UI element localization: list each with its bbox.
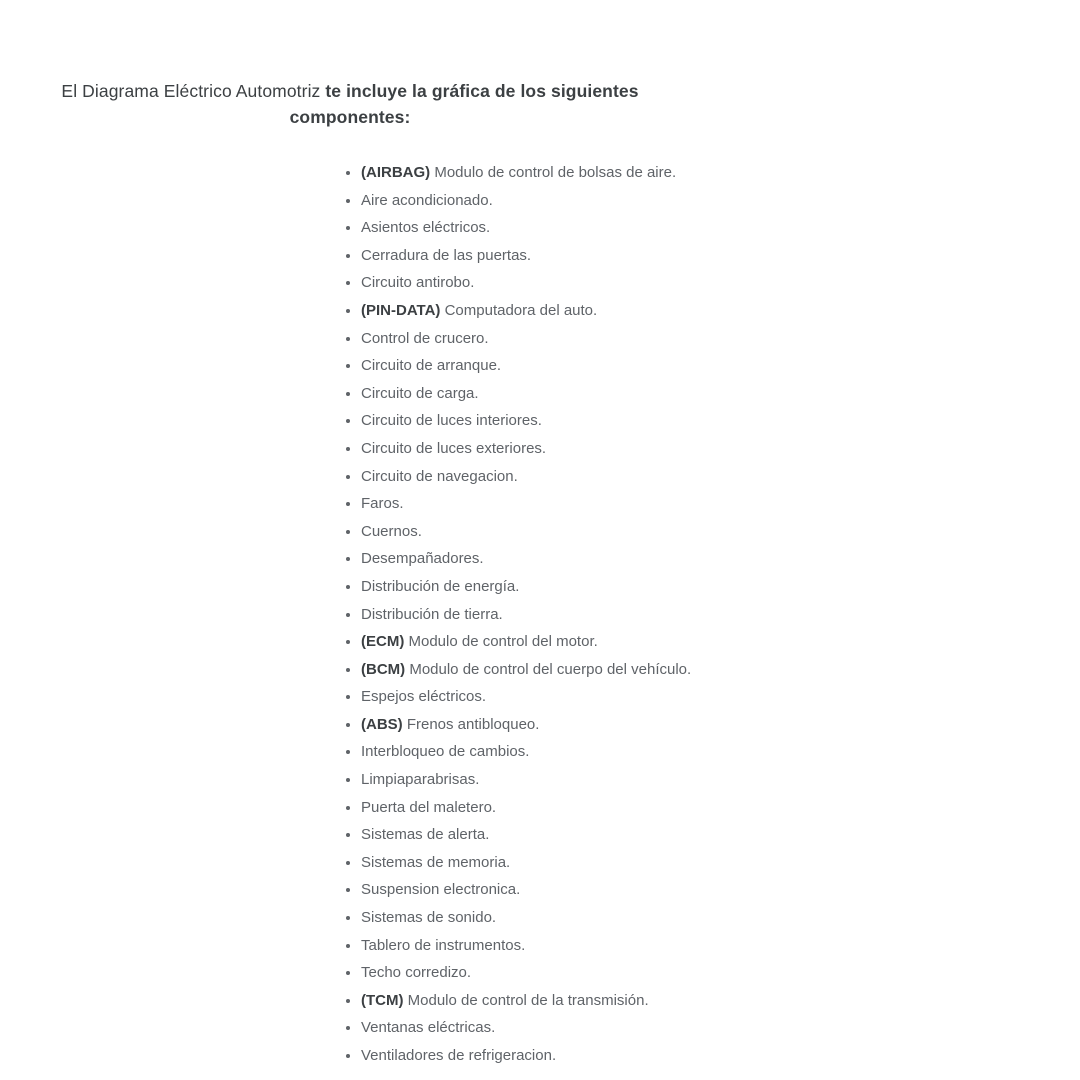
list-item <box>345 601 1080 629</box>
list-item <box>345 325 1080 353</box>
item-text: Espejos eléctricos. <box>361 688 487 706</box>
list-item <box>345 407 1080 435</box>
list-item <box>345 987 1080 1015</box>
item-text: Circuito de arranque. <box>361 357 502 375</box>
item-text: Cuernos. <box>361 522 422 540</box>
item-text: Circuito de carga. <box>361 384 479 402</box>
item-prefix: (AIRBAG) <box>361 164 435 181</box>
item-text: Faros. <box>361 495 404 513</box>
bullet-icon <box>346 171 350 175</box>
bullet-icon <box>346 668 350 672</box>
item-text: Modulo de control del cuerpo del vehículo. <box>409 660 692 678</box>
item-text: Circuito de luces interiores. <box>361 412 542 430</box>
bullet-icon <box>346 254 350 258</box>
bullet-icon <box>346 750 350 754</box>
bullet-icon <box>346 916 350 920</box>
item-text: Asientos eléctricos. <box>361 219 491 237</box>
list-item <box>345 297 1080 325</box>
item-text: Techo corredizo. <box>361 964 472 982</box>
list-item <box>345 573 1080 601</box>
item-prefix: (TCM) <box>361 991 408 1009</box>
item-text: Frenos antibloqueo. <box>406 715 540 733</box>
list-item <box>345 683 1080 711</box>
list-item <box>345 518 1080 546</box>
item-text: Sistemas de sonido. <box>361 909 497 927</box>
item-text: Modulo de control de bolsas de aire. <box>434 164 677 181</box>
list-item <box>345 1042 1080 1070</box>
item-text: Sistemas de memoria. <box>361 853 511 871</box>
bullet-icon <box>346 337 350 341</box>
bullet-icon <box>346 640 350 644</box>
item-prefix: (ECM) <box>361 633 409 651</box>
page-title <box>0 0 700 130</box>
item-text: Circuito de luces exteriores. <box>361 439 547 457</box>
bullet-icon <box>346 806 350 810</box>
list-item <box>345 849 1080 877</box>
item-text: Circuito antirobo. <box>361 274 475 292</box>
list-item <box>345 766 1080 794</box>
list-item <box>345 904 1080 932</box>
list-item <box>345 214 1080 242</box>
item-text: Modulo de control del motor. <box>408 633 598 651</box>
bullet-icon <box>346 419 350 423</box>
list-item <box>345 187 1080 215</box>
bullet-icon <box>346 613 350 617</box>
list-item <box>345 435 1080 463</box>
item-prefix: (ABS) <box>361 715 407 733</box>
list-item <box>345 242 1080 270</box>
bullet-icon <box>346 199 350 203</box>
item-text: Desempañadores. <box>361 550 484 568</box>
list-item <box>345 932 1080 960</box>
bullet-icon <box>346 364 350 368</box>
list-item <box>345 352 1080 380</box>
item-text: Circuito de navegacion. <box>361 467 518 485</box>
list-item <box>345 711 1080 739</box>
bullet-icon <box>346 447 350 451</box>
item-prefix: (BCM) <box>361 660 410 678</box>
bullet-icon <box>346 833 350 837</box>
list-item <box>345 656 1080 684</box>
list-item <box>345 380 1080 408</box>
list-item <box>345 876 1080 904</box>
list-item <box>345 821 1080 849</box>
bullet-icon <box>346 888 350 892</box>
item-text: Control de crucero. <box>361 329 489 347</box>
list-item <box>345 794 1080 822</box>
bullet-icon <box>346 475 350 479</box>
bullet-icon <box>346 944 350 948</box>
item-text: Ventanas eléctricas. <box>361 1019 496 1037</box>
bullet-icon <box>346 723 350 727</box>
bullet-icon <box>346 226 350 230</box>
item-text: Computadora del auto. <box>444 301 598 319</box>
item-text: Modulo de control de la transmisión. <box>407 991 649 1009</box>
list-item <box>345 269 1080 297</box>
bullet-icon <box>346 309 350 313</box>
bullet-icon <box>346 861 350 865</box>
item-prefix: (PIN-DATA) <box>361 301 445 319</box>
item-text: Tablero de instrumentos. <box>361 936 526 954</box>
item-text: Ventiladores de refrigeracion. <box>361 1047 557 1064</box>
list-item <box>345 463 1080 491</box>
list-item <box>345 159 1080 187</box>
list-item <box>345 959 1080 987</box>
item-text: Suspension electronica. <box>361 881 521 899</box>
page-title-regular-part: El Diagrama Eléctrico Automotriz <box>61 81 326 101</box>
item-text: Limpiaparabrisas. <box>361 771 480 789</box>
bullet-icon <box>346 585 350 589</box>
bullet-icon <box>346 281 350 285</box>
bullet-icon <box>346 1054 350 1058</box>
item-text: Sistemas de alerta. <box>361 826 490 844</box>
list-item <box>345 738 1080 766</box>
bullet-icon <box>346 778 350 782</box>
bullet-icon <box>346 1026 350 1030</box>
bullet-icon <box>346 530 350 534</box>
bullet-icon <box>346 557 350 561</box>
item-text: Cerradura de las puertas. <box>361 246 532 264</box>
page-title-bold-part: te incluye la gráfica de los siguientes componentes: <box>289 81 639 127</box>
item-text: Aire acondicionado. <box>361 191 493 209</box>
bullet-icon <box>346 695 350 699</box>
item-text: Interbloqueo de cambios. <box>361 743 530 761</box>
components-list <box>0 159 1080 1070</box>
item-text: Distribución de tierra. <box>361 605 503 623</box>
list-item <box>345 490 1080 518</box>
list-item <box>345 1014 1080 1042</box>
list-item <box>345 545 1080 573</box>
item-text: Distribución de energía. <box>361 577 520 595</box>
bullet-icon <box>346 999 350 1003</box>
item-text: Puerta del maletero. <box>361 798 497 816</box>
bullet-icon <box>346 971 350 975</box>
bullet-icon <box>346 502 350 506</box>
bullet-icon <box>346 392 350 396</box>
list-item <box>345 628 1080 656</box>
